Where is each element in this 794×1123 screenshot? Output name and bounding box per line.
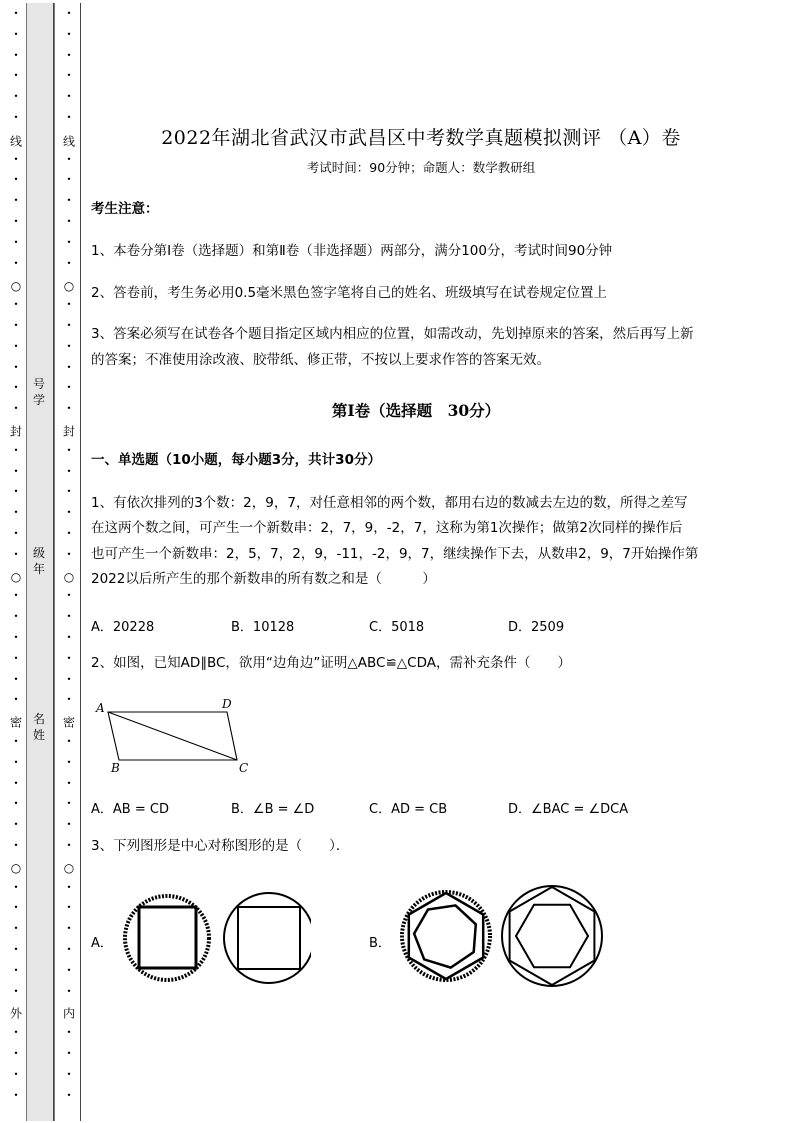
inner-seal-dot: · — [66, 609, 72, 625]
inner-seal-dot: · — [66, 318, 72, 334]
inner-seal-dot: · — [66, 880, 72, 896]
outer-seal-dot: · — [13, 588, 19, 604]
inner-seal-dot: · — [66, 380, 72, 396]
outer-seal-dot: · — [13, 256, 19, 272]
outer-seal-dot: · — [13, 692, 19, 708]
inner-seal-dot: · — [66, 297, 72, 313]
question-1-line-2: 在这两个数之间，可产生一个新数串：2，7，9，-2，7，这称为第1次操作；做第2次同样的操作后 — [91, 520, 683, 536]
inner-seal-dot: · — [66, 339, 72, 355]
outer-seal-dot: · — [13, 339, 19, 355]
outer-seal-dot: · — [13, 484, 19, 500]
inner-seal-dot: · — [66, 464, 72, 480]
inner-seal-dot: · — [66, 588, 72, 604]
inner-seal-dot: · — [66, 672, 72, 688]
notice-item-3-line-1: 3、答案必须写在试卷各个题目指定区域内相应的位置，如需改动，先划掉原来的答案，然后再写上新 — [91, 326, 694, 342]
outer-seal-dot: · — [13, 984, 19, 1000]
outer-seal-dot: · — [13, 755, 19, 771]
outer-seal-dot: · — [13, 817, 19, 833]
inner-seal-mark: ○ — [63, 279, 75, 293]
q2-option-a[interactable]: A．AB = CD — [91, 802, 169, 817]
section-title: 第Ⅰ卷（选择题 30分） — [331, 401, 501, 420]
notice-item-1: 1、本卷分第Ⅰ卷（选择题）和第Ⅱ卷（非选择题）两部分，满分100分，考试时间90分钟 — [91, 243, 613, 259]
vertex-c-label: C — [239, 761, 249, 775]
inner-seal-dot: · — [66, 152, 72, 168]
name-label: 名姓 — [32, 712, 45, 742]
inner-seal-dot: · — [66, 692, 72, 708]
inner-seal-dot: · — [66, 942, 72, 958]
outer-seal-mark: 封 — [9, 424, 23, 439]
inner-seal-dot: · — [66, 1046, 72, 1062]
question-3-stem: 3、下列图形是中心对称图形的是（ ）． — [91, 838, 350, 854]
grade-label: 级年 — [32, 546, 45, 576]
notice-item-3-line-2: 的答案；不准使用涂改液、胶带纸、修正带，不按以上要求作答的答案无效。 — [91, 352, 550, 368]
q3-option-a-figure[interactable] — [121, 888, 311, 988]
outer-seal-dot: · — [13, 942, 19, 958]
square-a — [238, 907, 300, 969]
outer-seal-dot: · — [13, 630, 19, 646]
vertex-d-label: D — [222, 697, 232, 711]
outer-seal-dot: · — [13, 193, 19, 209]
outer-seal-dot: · — [13, 963, 19, 979]
inner-heptagon-b1 — [414, 905, 476, 967]
inner-seal-dot: · — [66, 110, 72, 126]
part-heading: 一、单选题（10小题，每小题3分，共计30分） — [91, 452, 381, 468]
outer-seal-dot: · — [13, 672, 19, 688]
inner-seal-dot: · — [66, 235, 72, 251]
question-1-line-3: 也可产生一个新数串：2，5，7，2，9，-11，-2，9，7，继续操作下去，从数串2，9，7开始操作第 — [91, 546, 699, 562]
outer-seal-mark: 线 — [9, 134, 23, 149]
student-number-label: 号学 — [32, 377, 45, 407]
inner-seal-dot: · — [66, 360, 72, 376]
outer-seal-dot: · — [13, 609, 19, 625]
inner-seal-mark: 封 — [62, 424, 76, 439]
q3-option-b-figure[interactable] — [396, 884, 611, 988]
inner-seal-dot: · — [66, 89, 72, 105]
outer-seal-mark: ○ — [10, 279, 22, 293]
inner-seal-dot: · — [66, 651, 72, 667]
inner-seal-dot: · — [66, 443, 72, 459]
outer-seal-dot: · — [13, 921, 19, 937]
outer-seal-dot: · — [13, 360, 19, 376]
outer-seal-dot: · — [13, 776, 19, 792]
inner-seal-dot: · — [66, 900, 72, 916]
q2-option-d[interactable]: D．∠BAC = ∠DCA — [508, 802, 629, 817]
inner-seal-dot: · — [66, 630, 72, 646]
notice-heading: 考生注意： — [91, 201, 159, 217]
outer-seal-dot: · — [13, 27, 19, 43]
outer-seal-dot: · — [13, 401, 19, 417]
notice-item-2: 2、答卷前，考生务必用0.5毫米黑色签字笔将自己的姓名、班级填写在试卷规定位置上 — [91, 285, 608, 301]
inner-seal-dot: · — [66, 838, 72, 854]
q1-option-c[interactable]: C．5018 — [369, 620, 425, 635]
outer-seal-dot: · — [13, 900, 19, 916]
inner-seal-dot: · — [66, 1025, 72, 1041]
inner-seal-dot: · — [66, 776, 72, 792]
outer-seal-dot: · — [13, 838, 19, 854]
outer-seal-dot: · — [13, 380, 19, 396]
q2-option-b[interactable]: B．∠B = ∠D — [231, 802, 315, 817]
outer-seal-dot: · — [13, 235, 19, 251]
inner-seal-mark: 线 — [62, 134, 76, 149]
page-title: 2022年湖北省武汉市武昌区中考数学真题模拟测评 （A）卷 — [161, 127, 681, 149]
outer-seal-dot: · — [13, 214, 19, 230]
q1-option-a[interactable]: A．20228 — [91, 620, 155, 635]
inner-seal-dot: · — [66, 27, 72, 43]
inner-seal-dot: · — [66, 921, 72, 937]
inner-seal-dot: · — [66, 734, 72, 750]
question-2-stem: 2、如图，已知AD∥BC，欲用“边角边”证明△ABC≌△CDA，需补充条件（ ） — [91, 655, 571, 671]
inner-seal-mark: ○ — [63, 861, 75, 875]
outer-seal-dot: · — [13, 68, 19, 84]
outer-seal-dot: · — [13, 464, 19, 480]
question-1-line-1: 1、有依次排列的3个数：2，9，7，对任意相邻的两个数，都用右边的数减去左边的数，所得之差写 — [91, 495, 688, 511]
outer-seal-dot: · — [13, 172, 19, 188]
outer-seal-dot: · — [13, 526, 19, 542]
outer-seal-mark: ○ — [10, 570, 22, 584]
outer-seal-mark: 密 — [9, 715, 23, 730]
outer-seal-dot: · — [13, 152, 19, 168]
outer-seal-dot: · — [13, 6, 19, 22]
diagonal-ac — [108, 712, 237, 760]
outer-seal-dot: · — [13, 880, 19, 896]
inner-hexagon-b2 — [516, 905, 588, 967]
outer-seal-dot: · — [13, 651, 19, 667]
inner-seal-mark: ○ — [63, 570, 75, 584]
q2-option-c[interactable]: C．AD = CB — [369, 802, 448, 817]
outer-seal-mark: ○ — [10, 861, 22, 875]
outer-seal-dot: · — [13, 318, 19, 334]
inner-seal-mark: 密 — [62, 715, 76, 730]
outer-hexagon-b2 — [510, 887, 595, 985]
outer-seal-dot: · — [13, 734, 19, 750]
page-subtitle: 考试时间：90分钟；命题人：数学教研组 — [306, 160, 536, 175]
inner-seal-dot: · — [66, 6, 72, 22]
inner-seal-dot: · — [66, 547, 72, 563]
inner-seal-dot: · — [66, 817, 72, 833]
outer-seal-dot: · — [13, 1046, 19, 1062]
inner-seal-dot: · — [66, 1088, 72, 1104]
outer-seal-dot: · — [13, 1067, 19, 1083]
q1-option-d[interactable]: D．2509 — [508, 620, 565, 635]
outer-seal-dot: · — [13, 443, 19, 459]
outer-seal-dot: · — [13, 89, 19, 105]
inner-seal-dot: · — [66, 963, 72, 979]
outer-seal-dot: · — [13, 110, 19, 126]
square-in-circle-a — [139, 907, 196, 968]
outer-seal-dot: · — [13, 547, 19, 563]
binding-line — [53, 3, 54, 1121]
inner-seal-dot: · — [66, 526, 72, 542]
q1-option-b[interactable]: B．10128 — [231, 620, 295, 635]
inner-seal-dot: · — [66, 796, 72, 812]
inner-seal-dot: · — [66, 172, 72, 188]
outer-seal-dot: · — [13, 1088, 19, 1104]
inner-seal-dot: · — [66, 48, 72, 64]
inner-seal-mark: 内 — [62, 1006, 76, 1021]
outer-seal-dot: · — [13, 48, 19, 64]
inner-seal-dot: · — [66, 755, 72, 771]
outer-seal-mark: 外 — [9, 1006, 23, 1021]
vertex-a-label: A — [96, 701, 105, 715]
inner-seal-dot: · — [66, 68, 72, 84]
outer-seal-dot: · — [13, 505, 19, 521]
outer-seal-dot: · — [13, 1025, 19, 1041]
inner-seal-dot: · — [66, 984, 72, 1000]
q3-option-a-label[interactable]: A． — [91, 936, 113, 951]
inner-seal-dot: · — [66, 256, 72, 272]
inner-seal-dot: · — [66, 484, 72, 500]
outer-seal-dot: · — [13, 297, 19, 313]
question-1-line-4: 2022以后所产生的那个新数串的所有数之和是（ ） — [91, 571, 436, 587]
outer-seal-dot: · — [13, 796, 19, 812]
parallelogram-figure — [91, 690, 261, 780]
inner-seal-dot: · — [66, 193, 72, 209]
inner-seal-dot: · — [66, 1067, 72, 1083]
vertex-b-label: B — [111, 761, 120, 775]
inner-seal-dot: · — [66, 401, 72, 417]
inner-seal-dot: · — [66, 214, 72, 230]
q3-option-b-label[interactable]: B． — [369, 936, 391, 951]
inner-seal-dot: · — [66, 505, 72, 521]
binding-line-inner — [80, 3, 81, 1121]
